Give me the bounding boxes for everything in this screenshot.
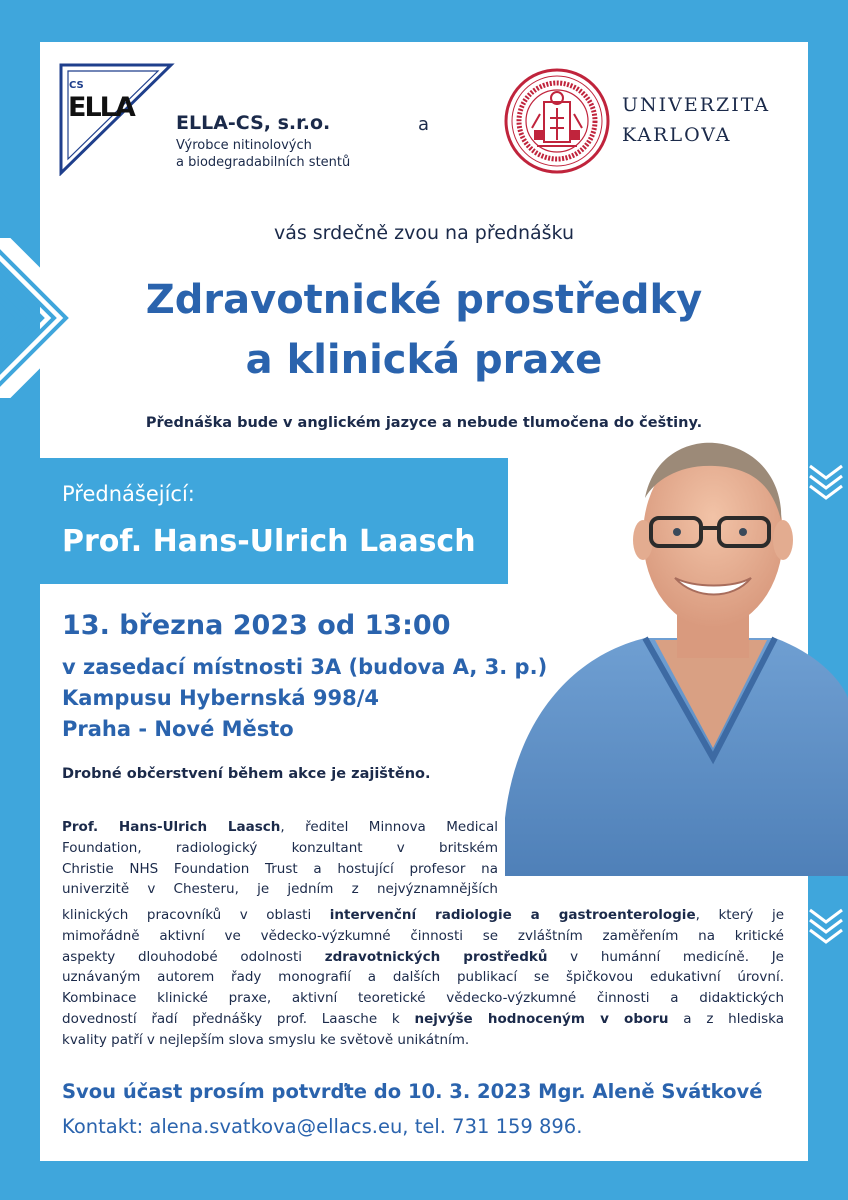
speaker-name: Prof. Hans-Ulrich Laasch (62, 524, 476, 559)
charles-university-seal (504, 68, 610, 174)
event-city: Praha - Nové Město (62, 717, 294, 741)
event-campus: Kampusu Hybernská 998/4 (62, 686, 379, 710)
right-chevrons-bottom (806, 906, 846, 950)
speaker-bio-top: Prof. Hans-Ulrich Laasch, ředitel Minnova Medical Foundation, radiologický konzultant v britském Christie NHS Foundation Trust a hostující profesor na univerzitě v Chesteru, je jedním z nejvýznamnějších (62, 819, 498, 898)
event-room: v zasedací místnosti 3A (budova A, 3. p.) (62, 655, 548, 679)
event-location (62, 652, 547, 745)
company-subtitle: Výrobce nitinolových a biodegradabilních stentů (176, 138, 351, 170)
language-note: Přednáška bude v anglickém jazyce a nebude tlumočena do češtiny. (145, 415, 703, 431)
speaker-bio-bottom: klinických pracovníků v oblasti intervenční radiologie a gastroenterologie, který je mimořádně aktivní ve vědecko-výzkumné činnosti se zvláštním zaměřením na kritické aspekty dlouhodobé odolnosti zdravotnických prostředků v humánní medicíně. Je uznávaným autorem řady monografií a dalších publikací se špičkovou edukativní úrovní. Kombinace klinické praxe, aktivní teoretické vědecko-výzkumné činnosti a didaktických dovedností řadí přednášky prof. Laasche k nejvýše hodnoceným v oboru a z hlediska kvality patří v nejlepším slova smyslu ke světově unikátním. (62, 907, 784, 1048)
contact-info[interactable]: Kontakt: alena.svatkova@ellacs.eu, tel. 731 159 896. (62, 1115, 583, 1138)
speaker-photo (505, 428, 848, 876)
ella-cs-logo (58, 62, 176, 176)
speaker-banner (40, 458, 508, 584)
ella-logo-text: ELLA (68, 92, 134, 123)
event-date: 13. března 2023 od 13:00 (62, 610, 451, 641)
refreshments-note: Drobné občerstvení během akce je zajištěno. (62, 766, 431, 782)
ella-logo-small-text: CS (69, 80, 84, 91)
university-name: UNIVERZITA KARLOVA (622, 94, 771, 146)
company-name: ELLA-CS, s.r.o. (176, 112, 331, 134)
invitation-text: vás srdečně zvou na přednášku (273, 222, 575, 244)
speaker-label: Přednášející: (62, 482, 195, 506)
rsvp-note: Svou účast prosím potvrďte do 10. 3. 2023 Mgr. Aleně Svátkové (62, 1080, 763, 1103)
conjunction: a (418, 114, 430, 135)
lecture-title: Zdravotnické prostředky a klinická praxe (145, 277, 703, 383)
